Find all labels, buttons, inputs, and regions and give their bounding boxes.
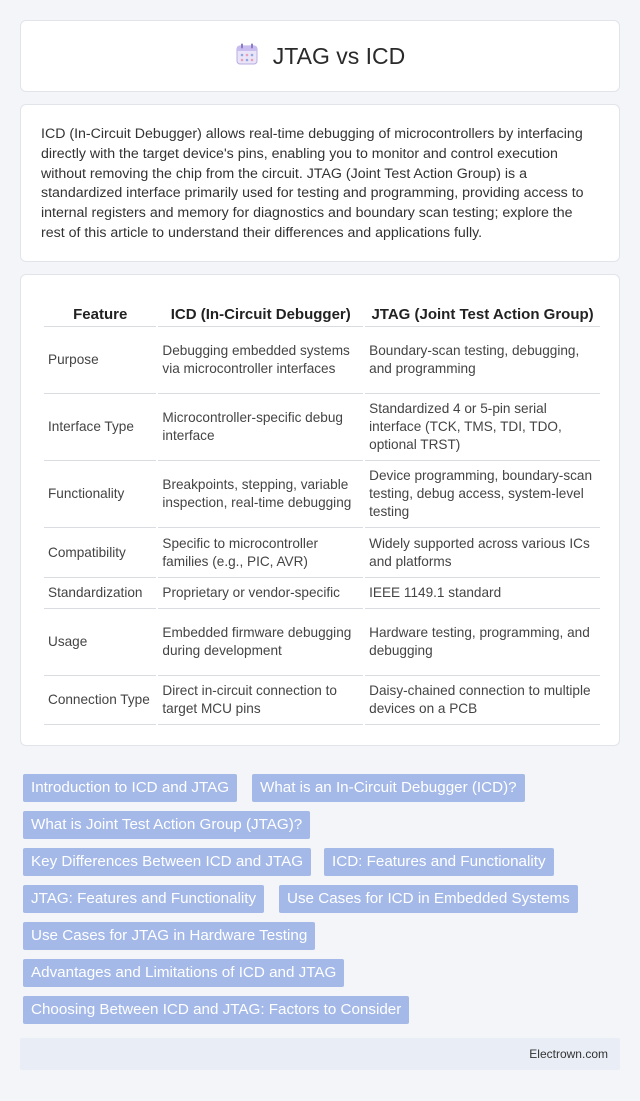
table-cell: Proprietary or vendor-specific xyxy=(158,578,363,609)
table-cell: Daisy-chained connection to multiple devices on a PCB xyxy=(365,676,600,725)
table-cell: Device programming, boundary-scan testing, debug access, system-level testing xyxy=(365,461,600,528)
calendar-icon xyxy=(235,42,259,71)
page-title: JTAG vs ICD xyxy=(272,42,406,69)
link-icd-use-cases[interactable]: Use Cases for ICD in Embedded Systems xyxy=(279,885,578,913)
link-icd-features[interactable]: ICD: Features and Functionality xyxy=(324,848,554,876)
table-cell: Functionality xyxy=(44,461,156,528)
table-cell: Microcontroller-specific debug interface xyxy=(158,394,363,461)
table-row xyxy=(44,578,600,609)
header-card xyxy=(20,20,620,92)
link-jtag-features[interactable]: JTAG: Features and Functionality xyxy=(23,885,264,913)
table-cell: Debugging embedded systems via microcontroller interfaces xyxy=(158,327,363,394)
table-cell: Breakpoints, stepping, variable inspection, real-time debugging xyxy=(158,461,363,528)
footer-brand: Electrown.com xyxy=(529,1047,608,1061)
link-what-is-jtag[interactable]: What is Joint Test Action Group (JTAG)? xyxy=(23,811,310,839)
link-jtag-use-cases[interactable]: Use Cases for JTAG in Hardware Testing xyxy=(23,922,315,950)
table-cell: Interface Type xyxy=(44,394,156,461)
header-feature: Feature xyxy=(44,295,156,327)
table-cell: Boundary-scan testing, debugging, and programming xyxy=(365,327,600,394)
table-row xyxy=(44,327,600,394)
table-row xyxy=(44,609,600,676)
table-header-row xyxy=(44,295,600,327)
table-cell: Widely supported across various ICs and platforms xyxy=(365,528,600,578)
table-cell: Specific to microcontroller families (e.g., PIC, AVR) xyxy=(158,528,363,578)
header-jtag: JTAG (Joint Test Action Group) xyxy=(365,295,600,327)
table-cell: Usage xyxy=(44,609,156,676)
comparison-table xyxy=(42,295,602,725)
table-row xyxy=(44,394,600,461)
table-cell: Compatibility xyxy=(44,528,156,578)
table-row xyxy=(44,528,600,578)
table-cell: Embedded firmware debugging during development xyxy=(158,609,363,676)
table-row xyxy=(44,676,600,725)
table-cell: Connection Type xyxy=(44,676,156,725)
link-key-differences[interactable]: Key Differences Between ICD and JTAG xyxy=(23,848,311,876)
link-choosing-between[interactable]: Choosing Between ICD and JTAG: Factors to Consider xyxy=(23,996,409,1024)
table-cell: Purpose xyxy=(44,327,156,394)
intro-text: ICD (In-Circuit Debugger) allows real-time debugging of microcontrollers by interfacing directly with the target device's pins, enabling you to monitor and control execution without removing the chip from the circuit. JTAG (Joint Test Action Group) is a standardized interface primarily used for testing and programming, providing access to internal registers and memory for diagnostics and boundary scan testing; explore the rest of this article to understand their differences and applications fully. xyxy=(41,126,584,241)
header-icd: ICD (In-Circuit Debugger) xyxy=(158,295,363,327)
table-cell: Standardization xyxy=(44,578,156,609)
intro-card xyxy=(20,104,620,262)
table-cell: Standardized 4 or 5-pin serial interface (TCK, TMS, TDI, TDO, optional TRST) xyxy=(365,394,600,461)
link-advantages-limitations[interactable]: Advantages and Limitations of ICD and JTAG xyxy=(23,959,344,987)
comparison-card xyxy=(20,274,620,746)
table-cell: IEEE 1149.1 standard xyxy=(365,578,600,609)
title-wrap xyxy=(235,42,405,71)
footer xyxy=(20,1038,620,1070)
link-introduction[interactable]: Introduction to ICD and JTAG xyxy=(23,774,237,802)
link-what-is-icd[interactable]: What is an In-Circuit Debugger (ICD)? xyxy=(252,774,525,802)
table-cell: Hardware testing, programming, and debugging xyxy=(365,609,600,676)
table-row xyxy=(44,461,600,528)
table-cell: Direct in-circuit connection to target MCU pins xyxy=(158,676,363,725)
